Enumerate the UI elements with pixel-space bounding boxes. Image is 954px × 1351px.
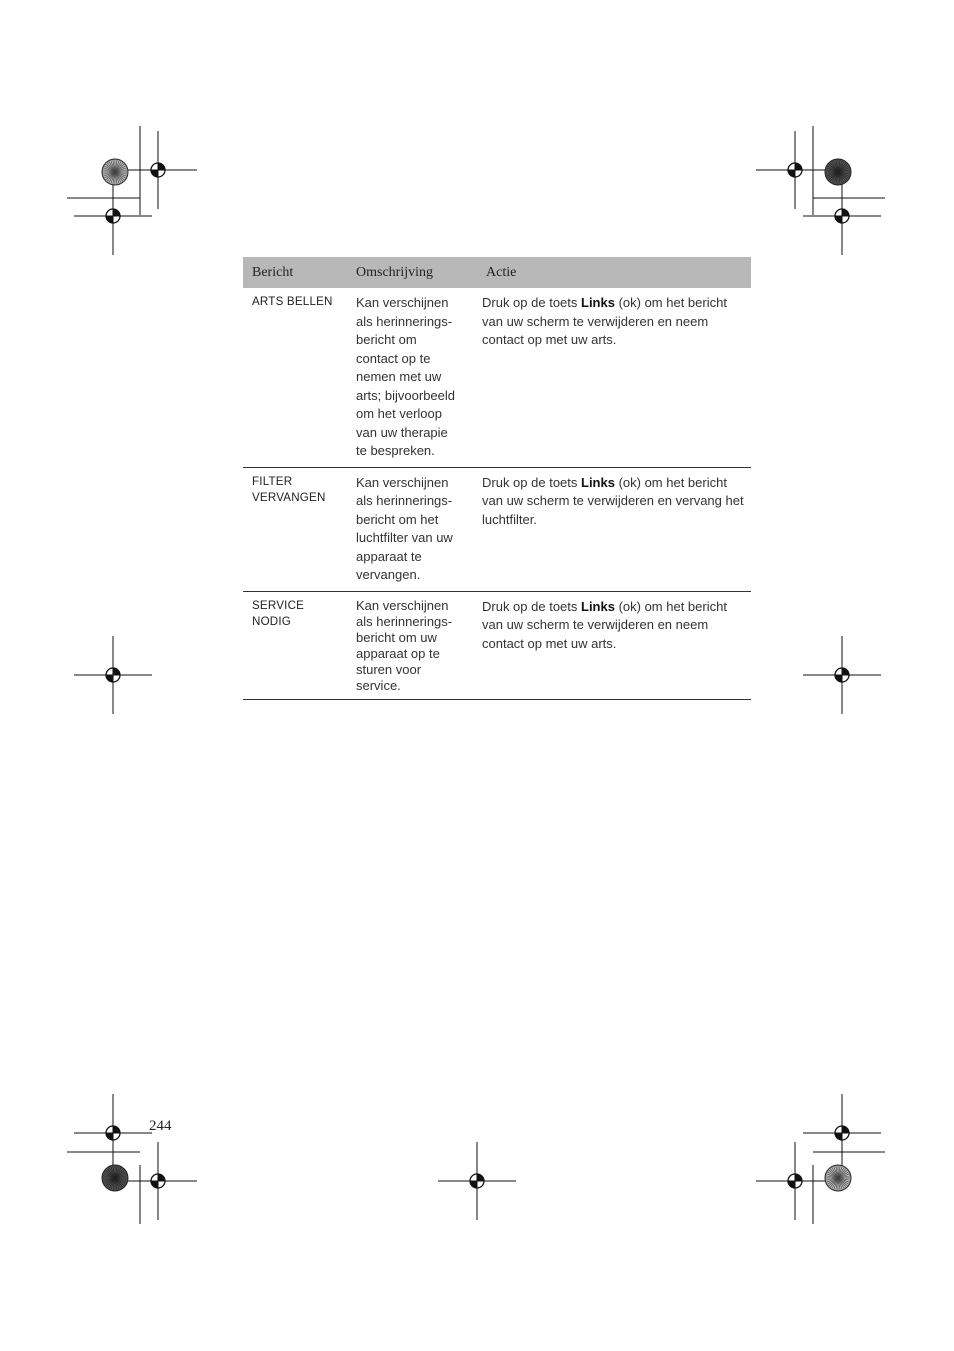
message-code: [243, 467, 346, 591]
header-bericht: Bericht: [243, 257, 346, 288]
action-key-label: Links: [581, 295, 615, 310]
message-action: [474, 288, 751, 467]
description-line: Kan verschijnen: [356, 597, 449, 613]
message-code: [243, 591, 346, 699]
message-description: [346, 467, 474, 591]
description-line: luchtfilter van uw: [356, 530, 453, 545]
description-line: als herinnerings-: [356, 613, 453, 629]
message-code: [243, 288, 346, 467]
starburst-registration-icon: [102, 159, 128, 185]
crosshair-target-icon: [438, 1142, 516, 1220]
starburst-registration-icon: [825, 159, 851, 185]
message-code-text: SERVICE NODIG: [252, 598, 305, 628]
message-code-text: ARTS BELLEN: [252, 295, 333, 308]
description-line: bericht om uw: [356, 629, 437, 645]
crosshair-target-icon: [74, 636, 152, 714]
table-row: [243, 467, 751, 591]
action-text: (ok) om het bericht van uw scherm te verwijderen en neem contact op met uw arts.: [482, 598, 727, 651]
action-text: Druk op de toets: [482, 474, 581, 490]
description-line: Kan verschijnen: [356, 474, 449, 490]
description-line: apparaat op te: [356, 645, 440, 661]
action-key-label: Links: [581, 598, 615, 614]
description-line: bericht om het: [356, 511, 439, 527]
table-row: [243, 591, 751, 699]
message-action: [474, 591, 751, 699]
action-text: (ok) om het bericht van uw scherm te verwijderen en neem contact op met uw arts.: [482, 295, 727, 347]
description-line: bericht om: [356, 332, 417, 347]
starburst-registration-icon: [825, 1165, 851, 1191]
description-line: nemen met uw: [356, 369, 442, 384]
description-line: service.: [356, 677, 401, 693]
action-text: (ok) om het bericht van uw scherm te verwijderen en vervang het luchtfilter.: [482, 474, 744, 527]
description-line: Kan verschijnen: [356, 295, 449, 310]
page-number: 244: [149, 1118, 172, 1134]
crosshair-target-icon: [756, 1142, 834, 1220]
description-line: vervangen.: [356, 567, 421, 582]
message-description: [346, 288, 474, 467]
description-line: apparaat te: [356, 548, 422, 564]
action-text: Druk op de toets: [482, 295, 581, 310]
crosshair-target-icon: [756, 131, 834, 209]
description-line: contact op te: [356, 350, 431, 366]
message-code-text: FILTER VERVANGEN: [252, 474, 326, 504]
starburst-registration-icon: [102, 1165, 128, 1191]
description-line: sturen voor: [356, 661, 422, 677]
crosshair-target-icon: [119, 1142, 197, 1220]
message-action: [474, 467, 751, 591]
header-omschrijving: Omschrijving: [346, 257, 474, 288]
crosshair-target-icon: [74, 1094, 152, 1172]
crosshair-target-icon: [803, 177, 881, 255]
message-table: [243, 257, 751, 700]
action-key-label: Links: [581, 474, 615, 490]
crosshair-target-icon: [803, 1094, 881, 1172]
header-actie: Actie: [474, 257, 751, 288]
description-line: te bespreken.: [356, 443, 435, 458]
description-line: als herinnerings-: [356, 313, 453, 329]
action-text: Druk op de toets: [482, 598, 581, 614]
description-line: arts; bijvoorbeeld: [356, 387, 455, 403]
description-line: van uw therapie: [356, 424, 448, 440]
table-header-row: [243, 257, 751, 288]
crosshair-target-icon: [119, 131, 197, 209]
table-row: [243, 288, 751, 467]
crosshair-target-icon: [803, 636, 881, 714]
description-line: om het verloop: [356, 406, 442, 421]
description-line: als herinnerings-: [356, 493, 453, 508]
message-description: [346, 591, 474, 699]
